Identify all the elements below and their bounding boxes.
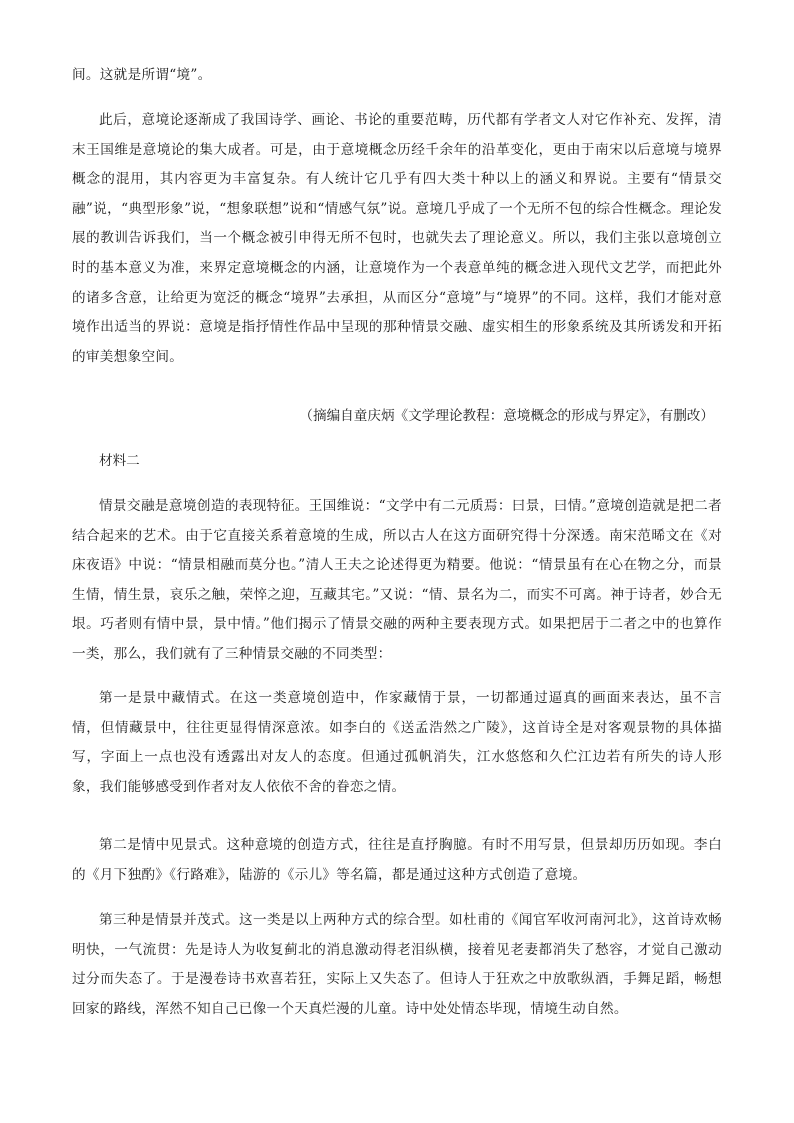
- paragraph-qingjing-jiaorong: 情景交融是意境创造的表现特征。王国维说：“文学中有二元质焉：曰景，曰情。”意境创造就是把二者结合起来的艺术。由于它直接关系着意境的生成，所以古人在这方面研究得十分深透。南宋范晞文在《对床夜语》中说：“情景相融而莫分也。”清人王夫之论述得更为精要。他说：“情景虽有在心在物之分，而景生情，情生景，哀乐之触，荣悴之迎，互藏其宅。”又说：“情、景名为二，而实不可离。神于诗者，妙合无垠。巧者则有情中景，景中情。”他们揭示了情景交融的两种主要表现方式。如果把居于二者之中的也算作一类，那么，我们就有了三种情景交融的不同类型：: [72, 498, 722, 662]
- paragraph-continuation: 间。这就是所谓“境”。: [72, 67, 212, 83]
- source-citation: （摘编自童庆炳《文学理论教程：意境概念的形成与界定》，有删改）: [299, 408, 714, 424]
- section-heading: 材料二: [99, 453, 140, 469]
- paragraph-type-two: 第二是情中见景式。这种意境的创造方式，往往是直抒胸臆。有时不用写景，但景却历历如现。李白的《月下独酌》《行路难》，陆游的《示儿》等名篇，都是通过这种方式创造了意境。: [72, 837, 722, 883]
- paragraph-yijing-evolution: 此后，意境论逐渐成了我国诗学、画论、书论的重要范畴，历代都有学者文人对它作补充、发挥，清末王国维是意境论的集大成者。可是，由于意境概念历经千余年的沿革变化，更由于南宋以后意境与境界概念的混用，其内容更为丰富复杂。有人统计它几乎有四大类十种以上的涵义和界说。主要有“情景交融”说，“典型形象”说，“想象联想”说和“情感气氛”说。意境几乎成了一个无所不包的综合性概念。理论发展的教训告诉我们，当一个概念被引申得无所不包时，也就失去了理论意义。所以，我们主张以意境创立时的基本意义为准，来界定意境概念的内涵，让意境作为一个表意单纯的概念进入现代文艺学，而把此外的诸多含意，让给更为宽泛的概念“境界”去承担，从而区分“意境”与“境界”的不同。这样，我们才能对意境作出适当的界说：意境是指抒情性作品中呈现的那种情景交融、虚实相生的形象系统及其所诱发和开拓的审美想象空间。: [72, 112, 722, 365]
- paragraph-type-three: 第三种是情景并茂式。这一类是以上两种方式的综合型。如杜甫的《闻官军收河南河北》，这首诗欢畅明快，一气流贯：先是诗人为收复蓟北的消息激动得老泪纵横，接着见老妻都消失了愁容，才觉自己激动过分而失态了。于是漫卷诗书欢喜若狂，实际上又失态了。但诗人于狂欢之中放歌纵酒，手舞足蹈，畅想回家的路线，浑然不知自己已像一个天真烂漫的儿童。诗中处处情态毕现，情境生动自然。: [72, 912, 722, 1017]
- paragraph-type-one: 第一是景中藏情式。在这一类意境创造中，作家藏情于景，一切都通过逼真的画面来表达，虽不言情，但情藏景中，往往更显得情深意浓。如李白的《送孟浩然之广陵》，这首诗全是对客观景物的具体描写，字面上一点也没有透露出对友人的态度。但通过孤帆消失，江水悠悠和久伫江边若有所失的诗人形象，我们能够感受到作者对友人依依不舍的眷恋之情。: [72, 690, 722, 795]
